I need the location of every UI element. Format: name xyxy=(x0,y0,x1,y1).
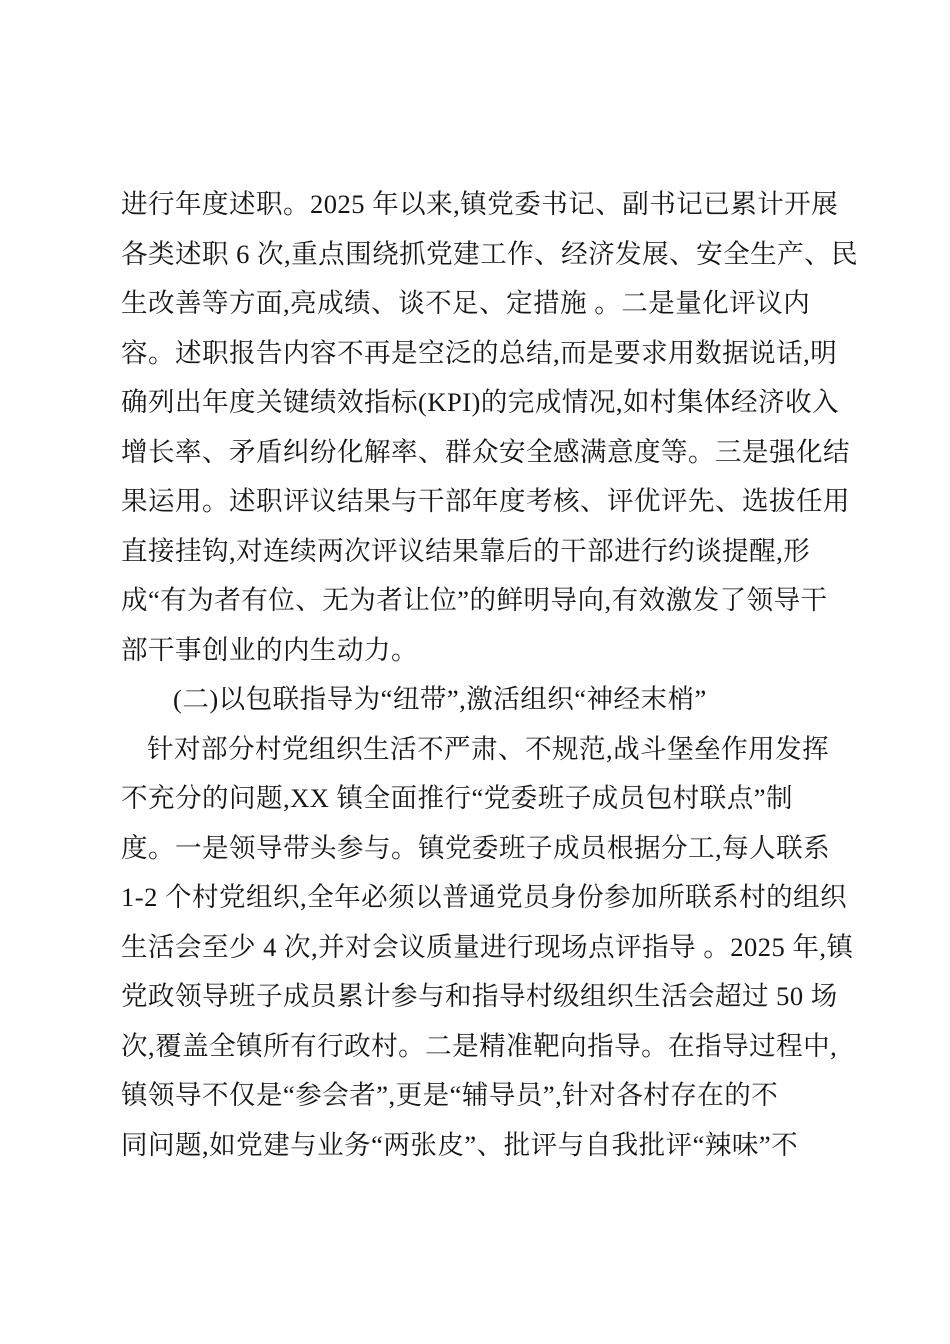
text-line: 各类述职 6 次,重点围绕抓党建工作、经济发展、安全生产、民 xyxy=(121,238,859,269)
text-line: 部干事创业的内生动力。 xyxy=(121,634,418,665)
text-line: 确列出年度关键绩效指标(KPI)的完成情况,如村集体经济收入 xyxy=(121,387,839,417)
text-block xyxy=(121,180,863,1170)
text-line: 针对部分村党组织生活不严肃、不规范,战斗堡垒作用发挥 xyxy=(147,733,830,764)
text-line: 不充分的问题,XX 镇全面推行“党委班子成员包村联点”制 xyxy=(121,783,794,813)
text-line: 同问题,如党建与业务“两张皮”、批评与自我批评“辣味”不 xyxy=(121,1129,799,1160)
section-heading: (二)以包联指导为“纽带”,激活组织“神经末梢” xyxy=(173,684,707,714)
text-line: 进行年度述职。2025 年以来,镇党委书记、副书记已累计开展 xyxy=(121,189,839,219)
text-line: 1-2 个村党组织,全年必须以普通党员身份参加所联系村的组织 xyxy=(121,882,848,912)
text-line: 党政领导班子成员累计参与和指导村级组织生活会超过 50 场 xyxy=(121,981,838,1011)
text-line: 生改善等方面,亮成绩、谈不足、定措施 。二是量化评议内 xyxy=(121,288,811,318)
text-line: 生活会至少 4 次,并对会议质量进行现场点评指导 。2025 年,镇 xyxy=(121,931,854,962)
text-line: 度。一是领导带头参与。镇党委班子成员根据分工,每人联系 xyxy=(121,832,831,863)
text-line: 增长率、矛盾纠纷化解率、群众安全感满意度等。三是强化结 xyxy=(121,436,850,467)
text-line: 次,覆盖全镇所有行政村。二是精准靶向指导。在指导过程中, xyxy=(121,1030,838,1061)
text-line: 成“有为者有位、无为者让位”的鲜明导向,有效激发了领导干 xyxy=(121,585,828,615)
text-line: 果运用。述职评议结果与干部年度考核、评优评先、选拔任用 xyxy=(121,486,850,516)
text-line: 直接挂钩,对连续两次评议结果靠后的干部进行约谈提醒,形 xyxy=(121,535,811,566)
text-line: 镇领导不仅是“参会者”,更是“辅导员”,针对各村存在的不 xyxy=(121,1080,779,1110)
text-line: 容。述职报告内容不再是空泛的总结,而是要求用数据说话,明 xyxy=(121,337,838,368)
